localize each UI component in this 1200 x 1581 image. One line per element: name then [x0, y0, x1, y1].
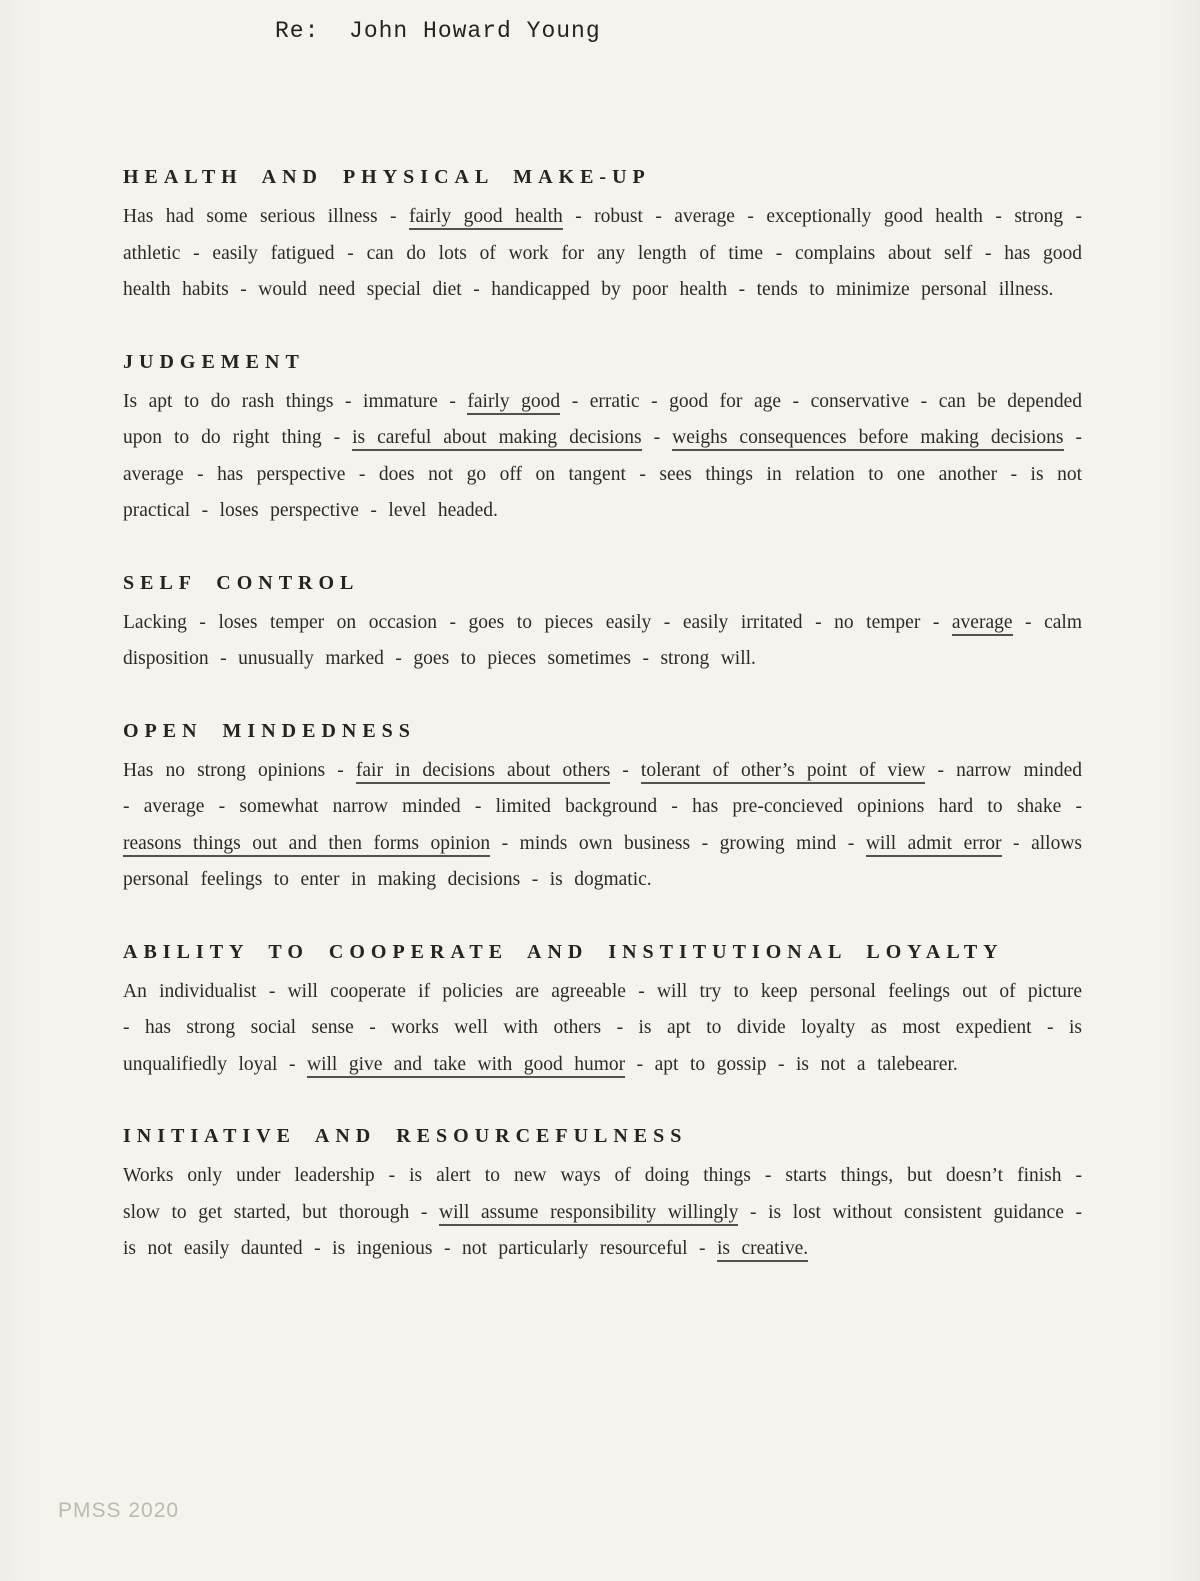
section [123, 351, 1082, 530]
section-heading: OPEN MINDEDNESS [123, 719, 416, 742]
phrase: - [641, 427, 673, 448]
re-line: Re: John Howard Young [275, 18, 601, 44]
phrase: - minds own business - growing mind - [490, 832, 866, 854]
phrase: - is lost without consistent guidance - is not easily daunted - is ingenious - not particularly resourceful - [123, 1201, 1082, 1259]
section-heading: JUDGEMENT [123, 350, 305, 373]
underlined-phrase: fair in decisions about others [356, 760, 610, 784]
section [123, 572, 1082, 678]
phrase: Works only under leadership - is alert to new ways of doing things - starts things, but doesn’t finish - slow to get started, but thorough - [123, 1165, 1082, 1223]
section [123, 166, 1082, 309]
phrase: - calm disposition - unusually marked - goes to pieces sometimes - strong will. [123, 611, 1082, 669]
section-heading: SELF CONTROL [123, 571, 360, 594]
phrase: - [610, 759, 641, 781]
section-body [123, 753, 1082, 899]
phrase: Is apt to do rash things - immature - [123, 390, 468, 412]
section-body [123, 974, 1082, 1084]
section-body [123, 384, 1082, 530]
section-body [123, 1158, 1082, 1268]
underlined-phrase: reasons things out and then forms opinion [123, 833, 490, 857]
underlined-phrase: will assume responsibility willingly [439, 1202, 738, 1226]
phrase: - narrow minded - average - somewhat narrow minded - limited background - has pre-concieved opinions hard to shake - [123, 759, 1082, 817]
section-body [123, 605, 1082, 678]
section [123, 720, 1082, 899]
watermark: PMSS 2020 [58, 1499, 180, 1522]
underlined-phrase: tolerant of other’s point of view [641, 760, 925, 784]
section-heading: HEALTH AND PHYSICAL MAKE-UP [123, 166, 651, 188]
section-heading: ABILITY TO COOPERATE AND INSTITUTIONAL LOYALTY [123, 940, 1004, 963]
underlined-phrase: is creative. [717, 1238, 808, 1262]
underlined-phrase: will give and take with good humor [307, 1054, 625, 1078]
document-body [123, 166, 1082, 1310]
phrase: - allows personal feelings to enter in making decisions - is dogmatic. [123, 832, 1082, 890]
section-body [123, 199, 1082, 309]
phrase: - apt to gossip - is not a talebearer. [625, 1053, 958, 1075]
section [123, 1125, 1082, 1268]
underlined-phrase: fairly good [467, 391, 560, 415]
phrase: Has no strong opinions - [123, 759, 356, 781]
phrase: Lacking - loses temper on occasion - goes to pieces easily - easily irritated - no temper - [123, 611, 952, 633]
underlined-phrase: is careful about making decisions [352, 427, 642, 451]
underlined-phrase: fairly good health [409, 206, 563, 230]
section-heading: INITIATIVE AND RESOURCEFULNESS [123, 1125, 688, 1147]
phrase: Has had some serious illness - [123, 206, 409, 227]
phrase: - erratic - good for age - conservative - can be depended upon to do right thing - [123, 390, 1082, 448]
underlined-phrase: average [952, 612, 1013, 636]
phrase: - average - has perspective - does not go off on tangent - sees things in relation to one another - is not practical - loses perspective - level headed. [123, 427, 1082, 521]
phrase: An individualist - will cooperate if policies are agreeable - will try to keep personal feelings out of picture - has strong social sense - works well with others - is apt to divide loyalty as most expedient - is unqualifiedly loyal - [123, 980, 1082, 1075]
phrase: - robust - average - exceptionally good health - strong - athletic - easily fatigued - can do lots of work for any length of time - complains about self - has good health habits - would need special diet - handicapped by poor health - tends to minimize personal illness. [123, 206, 1083, 300]
underlined-phrase: will admit error [866, 833, 1002, 857]
section [123, 941, 1082, 1084]
underlined-phrase: weighs consequences before making decisions [672, 427, 1063, 451]
